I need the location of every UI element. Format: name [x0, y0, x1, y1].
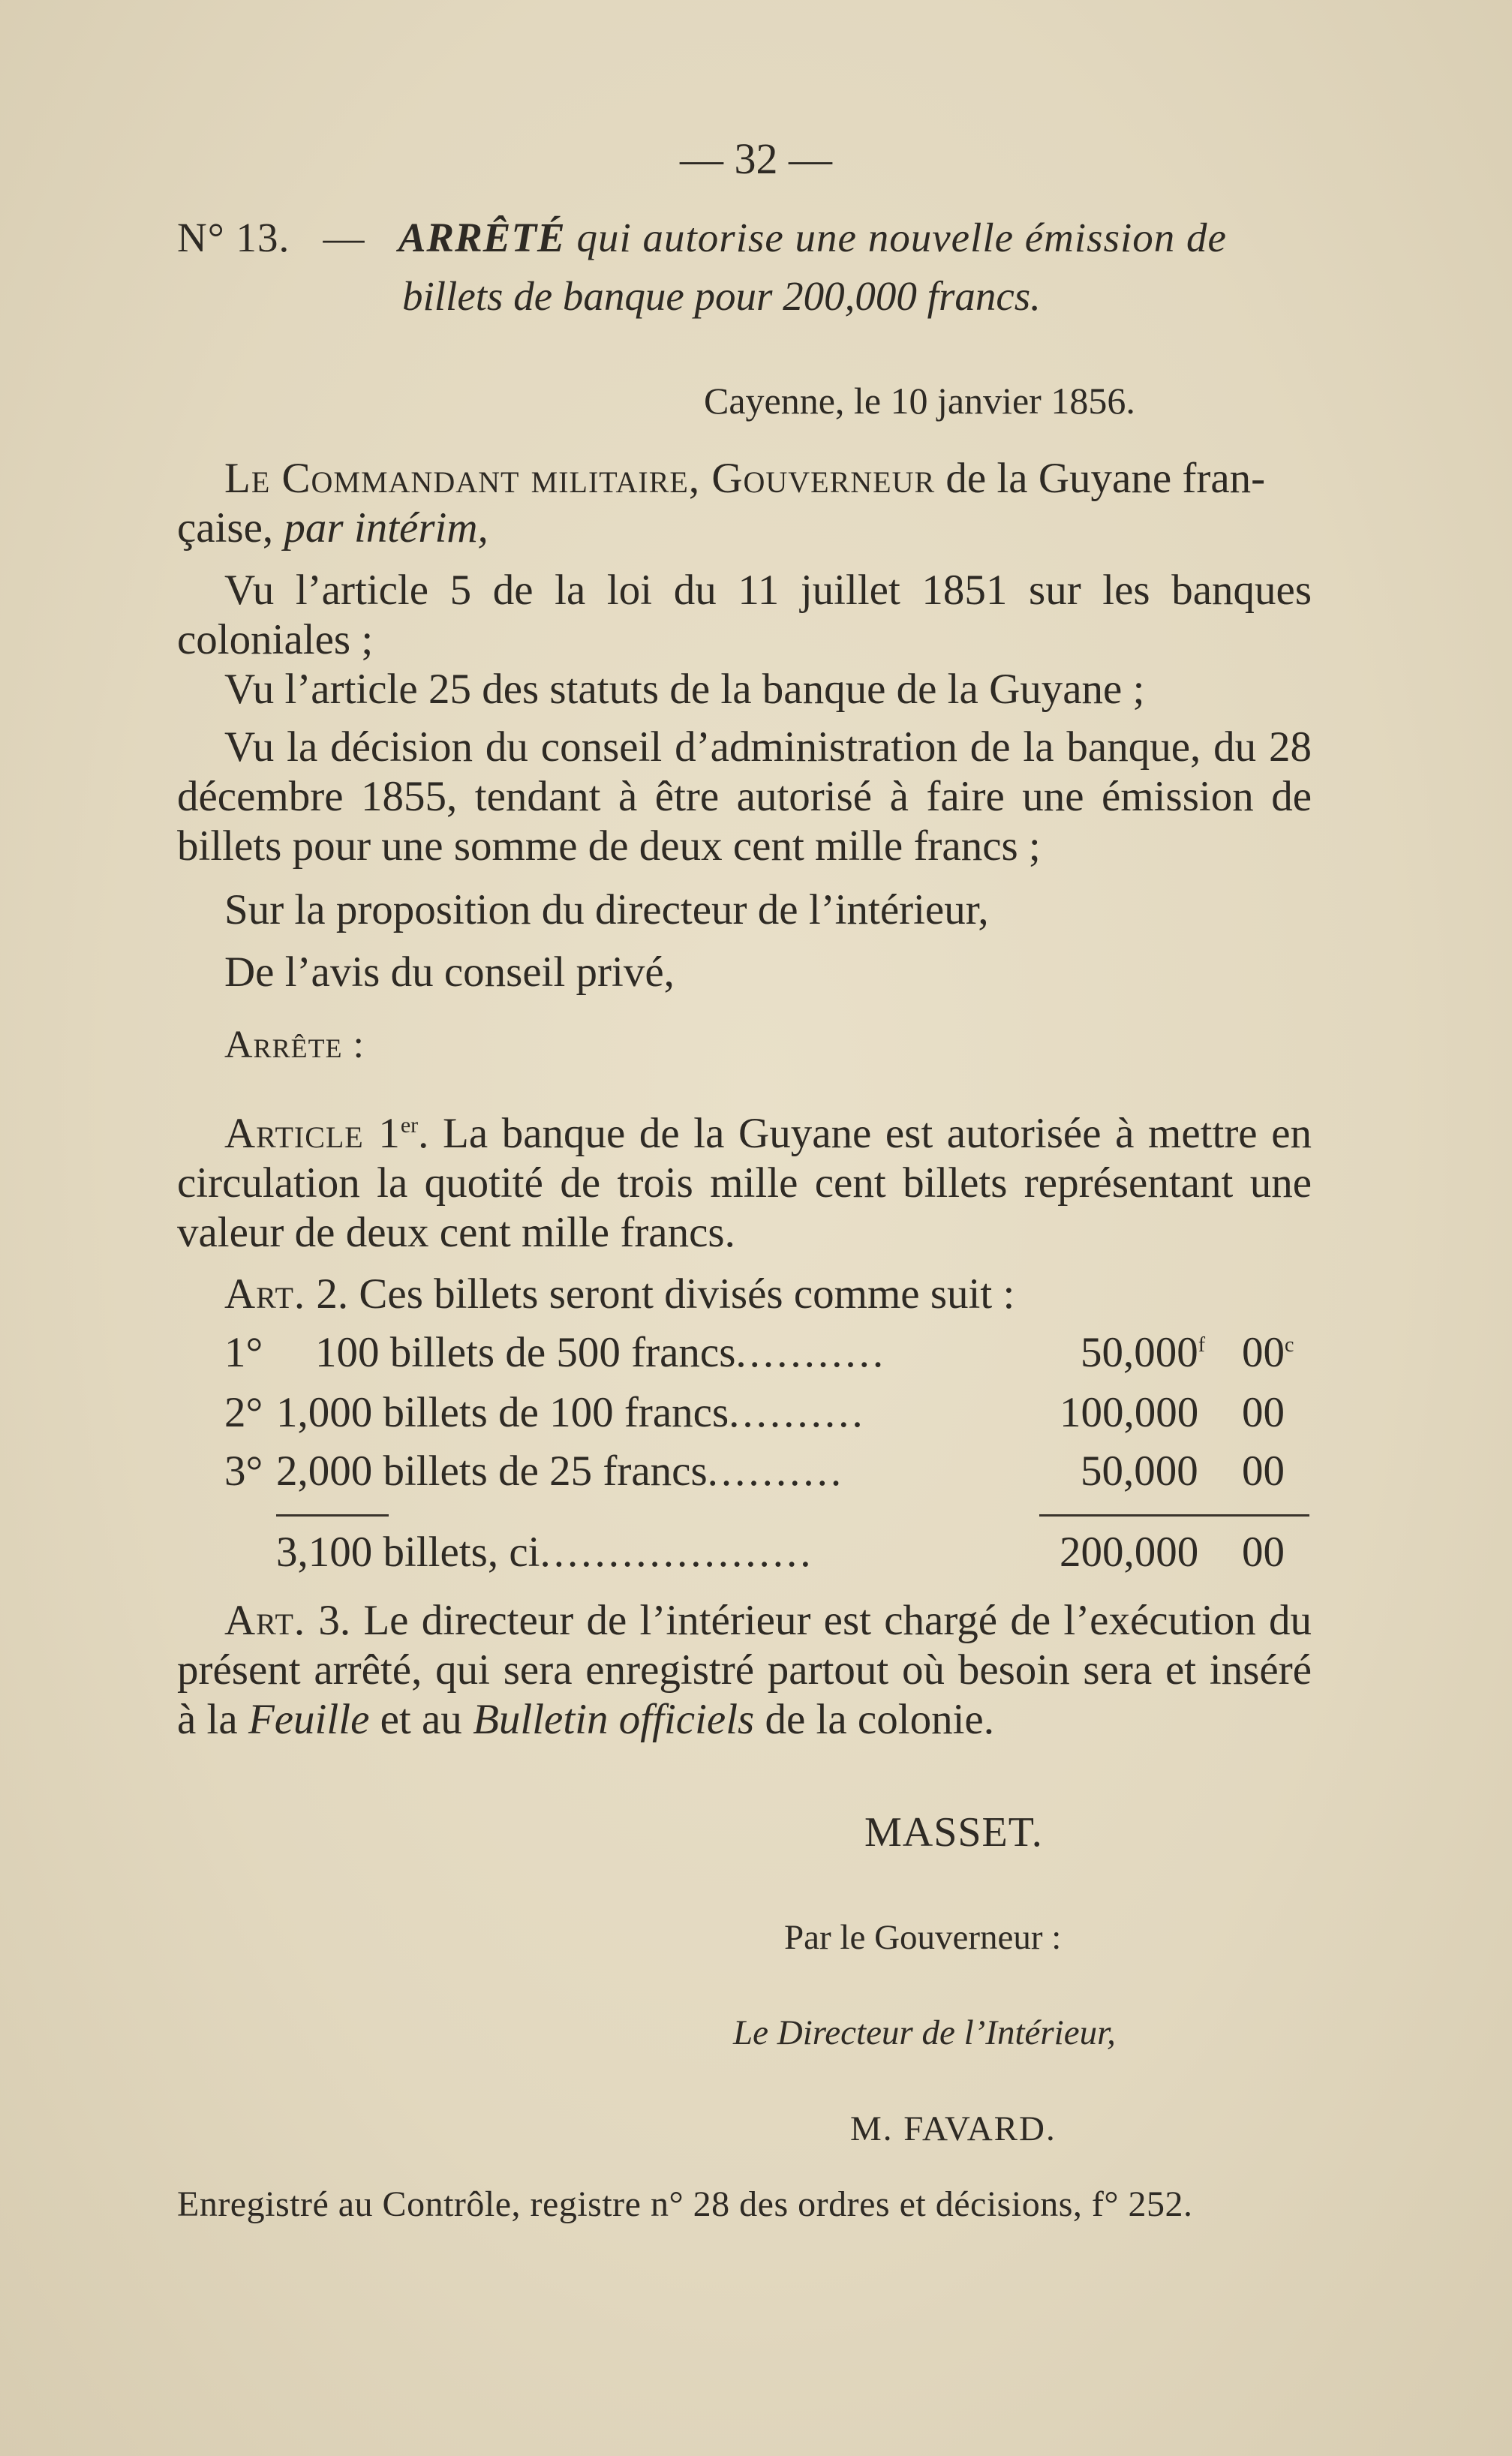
- decree-title-line2: billets de banque pour 200,000 francs.: [402, 273, 1041, 319]
- article-1: [177, 1101, 1312, 1258]
- registration-note: Enregistré au Contrôle, registre n° 28 des ordres et décisions, f° 252.: [177, 2184, 1193, 2224]
- row-2-ord: 2°: [224, 1389, 263, 1436]
- total-amount: 200,000: [1060, 1529, 1199, 1576]
- total-leader: ....................: [540, 1529, 814, 1576]
- article-2-intro: [224, 1270, 1015, 1318]
- article-1-sup: er: [400, 1113, 419, 1138]
- page-number: — 32 —: [680, 134, 832, 183]
- title-dash: —: [323, 215, 365, 260]
- signatory-name: MASSET.: [864, 1809, 1043, 1856]
- row-3-desc-text: 2,000 billets de 25 francs: [276, 1447, 708, 1495]
- row-1-leader: ...........: [735, 1329, 887, 1376]
- row-3-cents: 00: [1242, 1447, 1285, 1495]
- vu-decision: Vu la décision du conseil d’administration de la banque, du 28 décembre 1855, tendant à être autorisé à faire une émission de billets pour une somme de deux cent mille francs ;: [177, 723, 1312, 870]
- director-name: M. FAVARD.: [850, 2109, 1057, 2148]
- authority-line2: [177, 504, 488, 553]
- total-desc: [276, 1528, 813, 1577]
- row-1-cents: [1242, 1328, 1294, 1377]
- vu-article-25: Vu l’article 25 des statuts de la banque de la Guyane ;: [224, 666, 1145, 713]
- row-1-amount-unit: f: [1198, 1333, 1206, 1357]
- authority-title: Le Commandant militaire, Gouverneur: [224, 455, 936, 502]
- vu-article-5: Vu l’article 5 de la loi du 11 juillet 1851 sur les banques coloniales ;: [177, 567, 1312, 663]
- row-1-ord: 1°: [224, 1329, 263, 1376]
- row-2-desc: [276, 1388, 866, 1437]
- arrete-heading: Arrête :: [224, 1024, 365, 1066]
- article-3-label: Art.: [224, 1597, 306, 1644]
- sum-rule-right: [1039, 1514, 1309, 1517]
- row-1-amount: [1081, 1328, 1205, 1377]
- decree-title-line1: [177, 214, 1227, 261]
- row-1-cents-value: 00: [1242, 1329, 1285, 1376]
- total-cents: 00: [1242, 1529, 1285, 1576]
- row-3-ord: 3°: [224, 1447, 263, 1495]
- article-1-label: Article 1: [224, 1110, 401, 1157]
- row-2-amount: 100,000: [1060, 1389, 1199, 1436]
- row-1-cents-unit: c: [1285, 1333, 1294, 1357]
- proposition: Sur la proposition du directeur de l’intérieur,: [224, 886, 989, 933]
- row-1-amount-value: 50,000: [1081, 1329, 1198, 1376]
- authority-rest: de la Guyane fran-: [945, 455, 1266, 502]
- bulletin-title: Bulletin officiels: [473, 1696, 755, 1743]
- total-desc-text: 3,100 billets, ci: [276, 1529, 540, 1576]
- sum-rule-left: [276, 1514, 389, 1517]
- authority-line1: [224, 454, 1265, 504]
- article-3-text-b: de la colonie.: [765, 1696, 994, 1743]
- par-interim: par intérim,: [284, 504, 488, 552]
- row-2-desc-text: 1,000 billets de 100 francs: [276, 1389, 729, 1436]
- row-3-desc: [276, 1447, 844, 1496]
- row-2-leader: ..........: [729, 1389, 866, 1436]
- decree-number: N° 13.: [177, 215, 290, 260]
- title-rest: qui autorise une nouvelle émission de: [576, 215, 1227, 260]
- avis: De l’avis du conseil privé,: [224, 948, 675, 996]
- article-2-text: 2. Ces billets seront divisés comme suit :: [316, 1270, 1015, 1318]
- article-3-et-au: et au: [380, 1696, 462, 1743]
- row-1-desc: [315, 1328, 886, 1377]
- row-3-leader: ..........: [707, 1447, 845, 1495]
- directeur-title: Le Directeur de l’Intérieur,: [733, 2013, 1116, 2052]
- article-3: [177, 1596, 1312, 1745]
- authority-cont: çaise,: [177, 504, 274, 552]
- feuille-title: Feuille: [248, 1696, 370, 1743]
- article-3-text-a: 3. Le directeur de l’intérieur est chargé de l’exécution du présent arrêté, qui sera enregistré partout où besoin sera et inséré à la: [177, 1597, 1312, 1743]
- dateline: Cayenne, le 10 janvier 1856.: [704, 380, 1135, 422]
- article-1-text: . La banque de la Guyane est autorisée à mettre en circulation la quotité de trois mille cent billets représentant une valeur de deux cent mille francs.: [177, 1110, 1312, 1256]
- par-le-gouverneur: Par le Gouverneur :: [784, 1918, 1062, 1957]
- arrete-word: ARRÊTÉ: [398, 215, 566, 260]
- row-3-amount: 50,000: [1081, 1447, 1198, 1495]
- row-1-desc-text: 100 billets de 500 francs: [315, 1329, 736, 1376]
- article-2-label: Art.: [224, 1270, 306, 1318]
- row-2-cents: 00: [1242, 1389, 1285, 1436]
